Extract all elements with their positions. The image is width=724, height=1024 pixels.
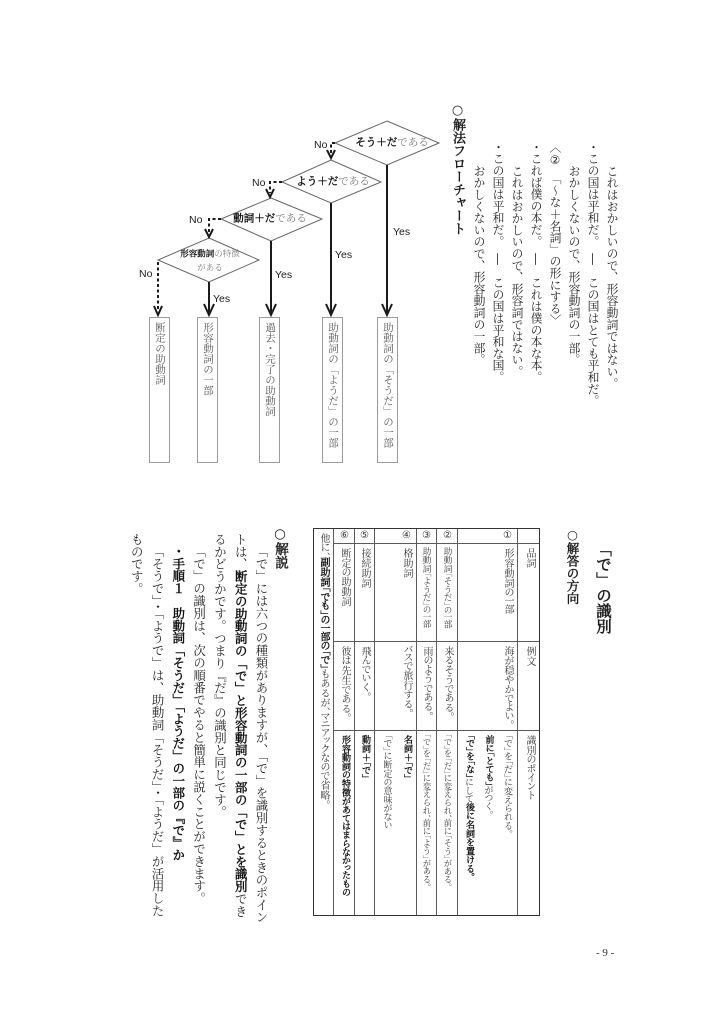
note-line: おかしくないので、形容動詞の一部。	[567, 164, 581, 366]
no-label: No	[189, 214, 203, 226]
text-segment: 「そうで」・「ようで」は、助動詞「そうだ」・「ようだ」が活用した	[150, 545, 166, 918]
note-line: これはおかしいので、形容詞ではない。	[510, 164, 524, 377]
point-line	[459, 735, 479, 915]
condition-rest: である	[397, 137, 429, 149]
table-corner-cell	[518, 529, 539, 543]
point-line	[498, 735, 518, 915]
table-cell-pos: 助動詞「そうだ」の一部	[437, 544, 457, 641]
explanation-line	[229, 533, 250, 933]
section-title: 「で」の識別	[594, 541, 612, 634]
text-segment: ・手順１ 助動詞「そうだ」「ようだ」の一部の『で』か	[170, 545, 186, 862]
explanation-line	[209, 533, 230, 933]
point-segment: 「で」を「だ」に変えられる。	[503, 735, 513, 835]
point-line	[355, 735, 374, 915]
table-cell-example: 彼は先生である。	[334, 642, 354, 730]
table-cell-pos: 格助詞	[375, 544, 416, 641]
table-cell-pos: 助動詞「ようだ」の一部	[417, 544, 436, 641]
text-segment: 「で」の識別は、次の順番でやると簡単に説くことができます。	[191, 545, 207, 905]
yes-label: Yes	[275, 269, 293, 281]
table-cell-point	[458, 731, 517, 915]
point-line	[478, 735, 498, 915]
table-cell-example: バスで旅行する。	[375, 642, 416, 730]
point-segment: 名詞＋「で」	[402, 735, 412, 779]
result-box-youda-part: 助動詞の「ようだ」の一部	[322, 317, 343, 463]
condition-bold: 形容動詞	[180, 249, 215, 260]
table-cell-point	[417, 731, 436, 915]
point-line	[397, 735, 417, 915]
table-header-point: 識別のポイント	[518, 731, 539, 915]
note-line: これはおかしいので、形容動詞ではない。	[605, 164, 619, 389]
result-box-assertive-auxiliary: 断定の助動詞	[149, 317, 170, 463]
point-segment: がつく。	[483, 786, 494, 816]
point-line	[417, 734, 436, 915]
table-header-example: 例文	[518, 642, 539, 730]
text-segment: でき	[233, 892, 249, 918]
example-notes	[469, 141, 621, 441]
no-label: No	[139, 268, 153, 280]
condition-line-2: がある	[197, 262, 223, 273]
table-row-number: ④	[375, 529, 416, 543]
table-cell-point	[437, 731, 457, 915]
condition-line	[180, 248, 240, 262]
point-line	[335, 735, 355, 915]
yes-label: Yes	[393, 226, 411, 238]
answer-heading: ○解答の方向	[565, 527, 580, 605]
point-segment: 動詞＋「で」	[360, 735, 370, 779]
explanation-line	[125, 533, 146, 933]
table-cell-example: 来るそうである。	[437, 642, 457, 730]
table-row-number: ⑥	[334, 529, 354, 543]
table-row-number: ②	[437, 529, 457, 543]
decision-label-youda	[296, 176, 370, 188]
condition-bold: 動詞＋だ	[233, 212, 276, 225]
note-line: ・この国は平和だ。 ― この国は平和な国。	[491, 141, 505, 383]
table-note-row	[314, 529, 333, 915]
note-segment: もあるが、マニアックなので省略。	[318, 669, 329, 805]
decision-label-verb-da	[233, 213, 307, 225]
note-line: おかしくないので、形容動詞の一部。	[472, 164, 486, 366]
table-cell-pos: 接続助詞	[355, 544, 374, 641]
no-label: No	[314, 139, 328, 151]
result-box-adjectival-verb-part: 形容動詞の一部	[197, 317, 218, 463]
identification-table	[313, 528, 540, 916]
condition-bold: よう＋だ	[296, 175, 339, 188]
explanation-line	[250, 533, 271, 933]
table-cell-example: 海が穏やかでよい。	[458, 642, 517, 730]
note-text	[314, 533, 333, 915]
point-segment: 後に名詞を置ける。	[464, 802, 474, 878]
note-segment: 他に、	[318, 533, 329, 558]
point-segment: 形容動詞の特徴があてはまらなかったもの	[340, 735, 350, 897]
decision-label-adjectival-verb	[180, 248, 240, 275]
table-cell-point	[334, 731, 354, 915]
yes-label: Yes	[335, 249, 353, 261]
text-segment: 「で」には六つの種類がありますが、「で」を識別するときのポイン	[254, 545, 269, 924]
table-cell-example: 飛んでいく。	[355, 642, 374, 730]
yes-label: Yes	[213, 293, 231, 305]
table-cell-example: 雨のようである。	[417, 642, 436, 730]
table-header-pos: 品詞	[518, 544, 539, 641]
note-line: ・これば僕の本だ。 ― これは僕の本な本。	[529, 141, 543, 383]
note-segment: 副助詞「でも」の一部の「で」	[318, 557, 329, 670]
point-segment: にして	[464, 778, 474, 803]
result-box-past-perfect: 過去・完了の助動詞	[259, 317, 280, 463]
no-arrow-dashed-line	[209, 219, 221, 233]
condition-rest: である	[338, 176, 370, 188]
text-segment: ものです。	[129, 533, 145, 595]
text-segment: 断定の助動詞の「で」と形容動詞の一部の「で」とを識別	[233, 570, 249, 893]
point-segment: 「で」を「だ」に変えられ、前に「よう」がある。	[422, 734, 431, 888]
page-number: - 9 -	[596, 947, 615, 959]
point-segment: 「で」を「だ」に変えられ、前に「そう」がある。	[443, 734, 452, 888]
text-segment: るかどうかです。つまり『だ』の識別と同じです。	[212, 533, 228, 819]
note-subheading: 〈② 「～な＋名詞」の形にする〉	[548, 141, 562, 327]
table-cell-pos: 形容動詞の一部	[458, 544, 517, 641]
table-row-number: ③	[417, 529, 436, 543]
flowchart-heading: ○解法フローチャート	[450, 103, 465, 235]
point-segment: 「で」に断定の意味がない	[382, 735, 393, 829]
condition-bold: そう＋だ	[355, 136, 398, 149]
condition-rest: である	[275, 213, 307, 225]
table-cell-pos: 断定の助動詞	[334, 544, 354, 641]
point-line	[438, 734, 458, 915]
point-segment: 「で」を「な」	[464, 735, 474, 779]
explanation-body	[125, 533, 271, 933]
table-cell-point	[375, 731, 416, 915]
no-label: No	[252, 177, 266, 189]
table-row-number: ①	[458, 529, 517, 543]
note-line: ・この国は平和だ。 ― この国はとても平和だ。	[586, 141, 600, 407]
table-cell-point	[355, 731, 374, 915]
point-segment: 前に「とても」	[483, 735, 494, 787]
explanation-heading: ○解説	[272, 526, 288, 569]
condition-rest: の特徴	[214, 248, 240, 259]
text-segment: トは、	[233, 533, 249, 571]
result-box-souda-part: 助動詞の「そうだ」の一部	[377, 317, 398, 463]
decision-label-souda	[355, 137, 429, 149]
table-row-number: ⑤	[355, 529, 374, 543]
explanation-line	[188, 533, 209, 933]
explanation-line	[146, 533, 167, 933]
explanation-step-line	[167, 533, 188, 933]
point-line	[377, 735, 397, 915]
